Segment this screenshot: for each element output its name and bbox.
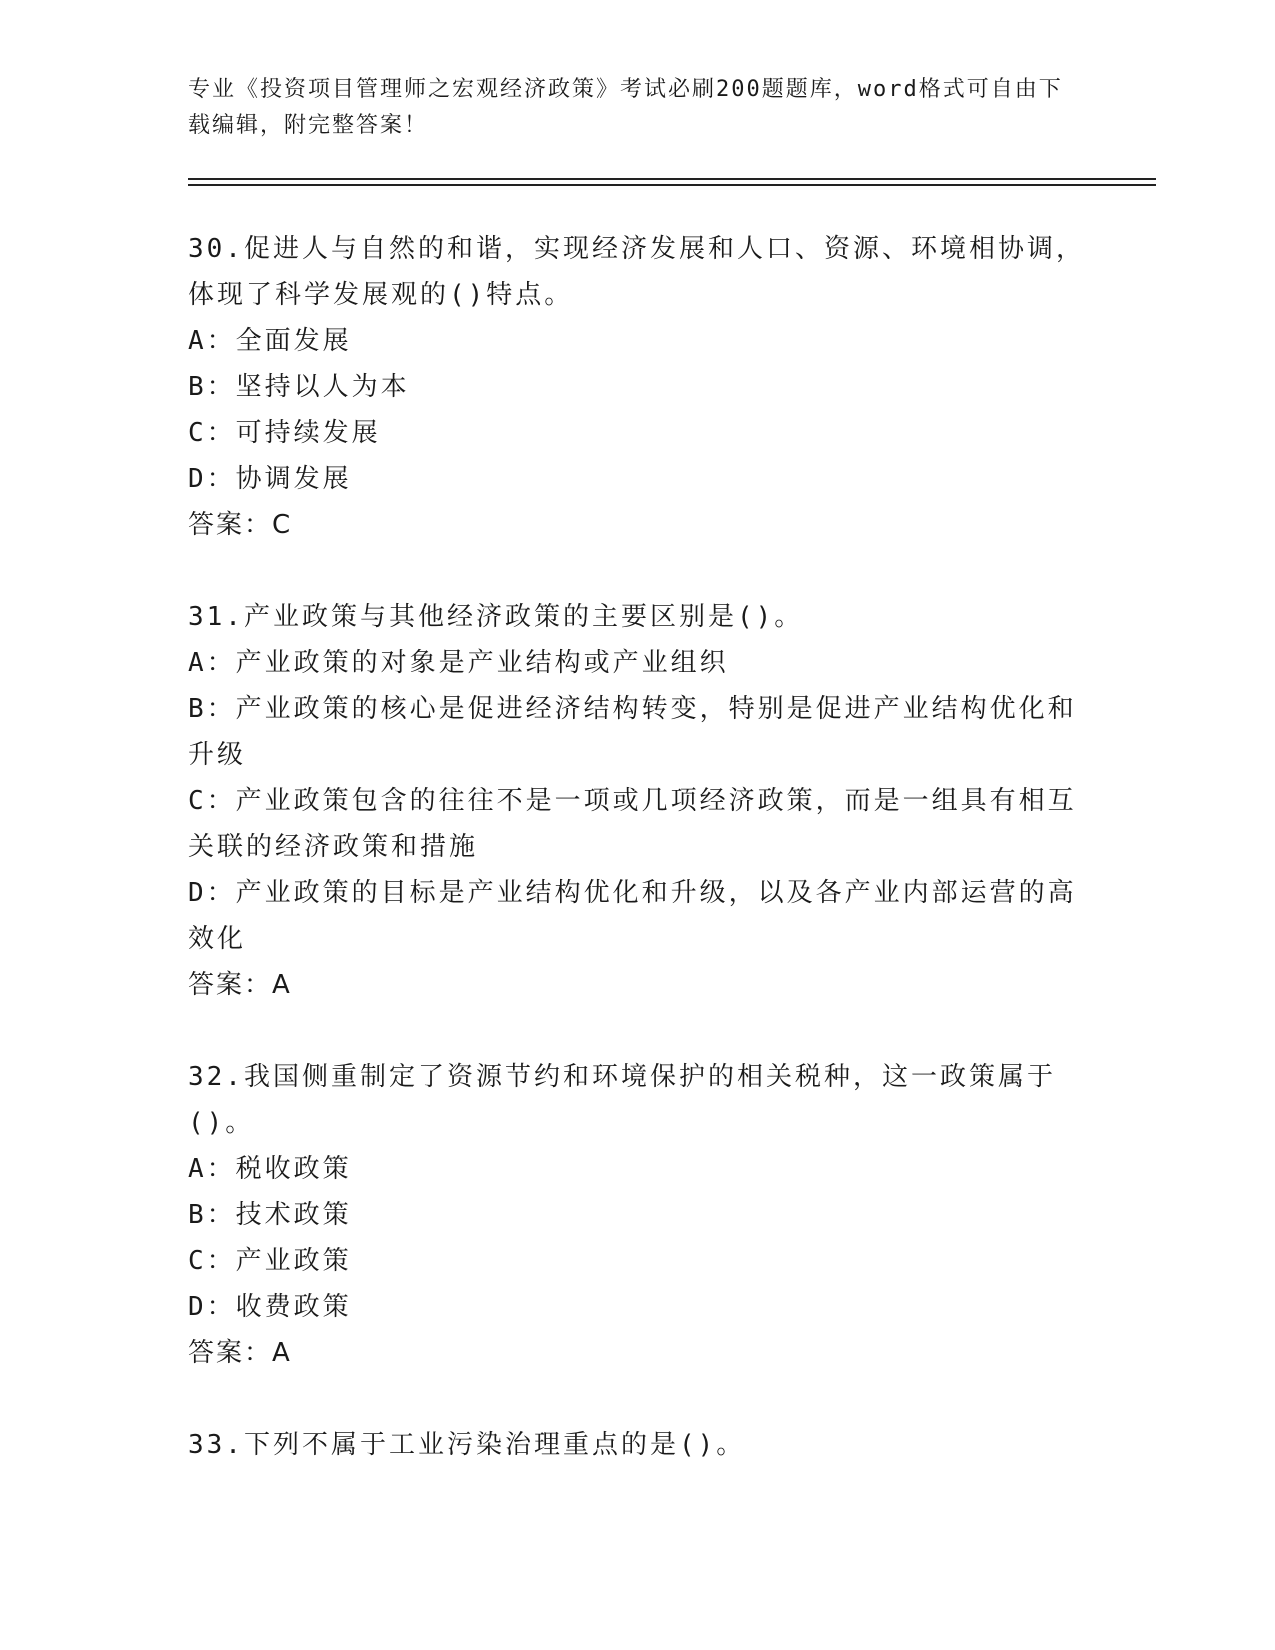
option-b: B：坚持以人为本 (188, 372, 410, 402)
answer: 答案：C (188, 510, 293, 540)
question-stem: 30.促进人与自然的和谐，实现经济发展和人口、资源、环境相协调，体现了科学发展观的()特点。 (188, 234, 1085, 310)
question-stem: 33.下列不属于工业污染治理重点的是()。 (188, 1430, 746, 1460)
option-d: D：收费政策 (188, 1292, 352, 1322)
option-c: C：可持续发展 (188, 418, 381, 448)
option-b: B：产业政策的核心是促进经济结构转变，特别是促进产业结构优化和升级 (188, 694, 1077, 770)
question-33 (188, 1422, 1088, 1468)
option-b: B：技术政策 (188, 1200, 352, 1230)
question-31 (188, 594, 1088, 1008)
question-stem: 32.我国侧重制定了资源节约和环境保护的相关税种，这一政策属于()。 (188, 1062, 1056, 1138)
document-header: 专业《投资项目管理师之宏观经济政策》考试必刷200题题库，word格式可自由下载编辑，附完整答案！ (188, 77, 1063, 138)
header-divider-bottom (188, 184, 1156, 186)
option-d: D：协调发展 (188, 464, 352, 494)
option-a: A：税收政策 (188, 1154, 352, 1184)
option-c: C：产业政策包含的往往不是一项或几项经济政策，而是一组具有相互关联的经济政策和措施 (188, 786, 1077, 862)
question-32 (188, 1054, 1088, 1376)
answer: 答案：A (188, 1338, 292, 1368)
option-c: C：产业政策 (188, 1246, 352, 1276)
header-divider-top (188, 178, 1156, 180)
question-stem: 31.产业政策与其他经济政策的主要区别是()。 (188, 602, 804, 632)
option-a: A：产业政策的对象是产业结构或产业组织 (188, 648, 729, 678)
option-a: A：全面发展 (188, 326, 352, 356)
option-d: D：产业政策的目标是产业结构优化和升级，以及各产业内部运营的高效化 (188, 878, 1077, 954)
question-30 (188, 226, 1088, 548)
answer: 答案：A (188, 970, 292, 1000)
question-list (188, 226, 1088, 1514)
